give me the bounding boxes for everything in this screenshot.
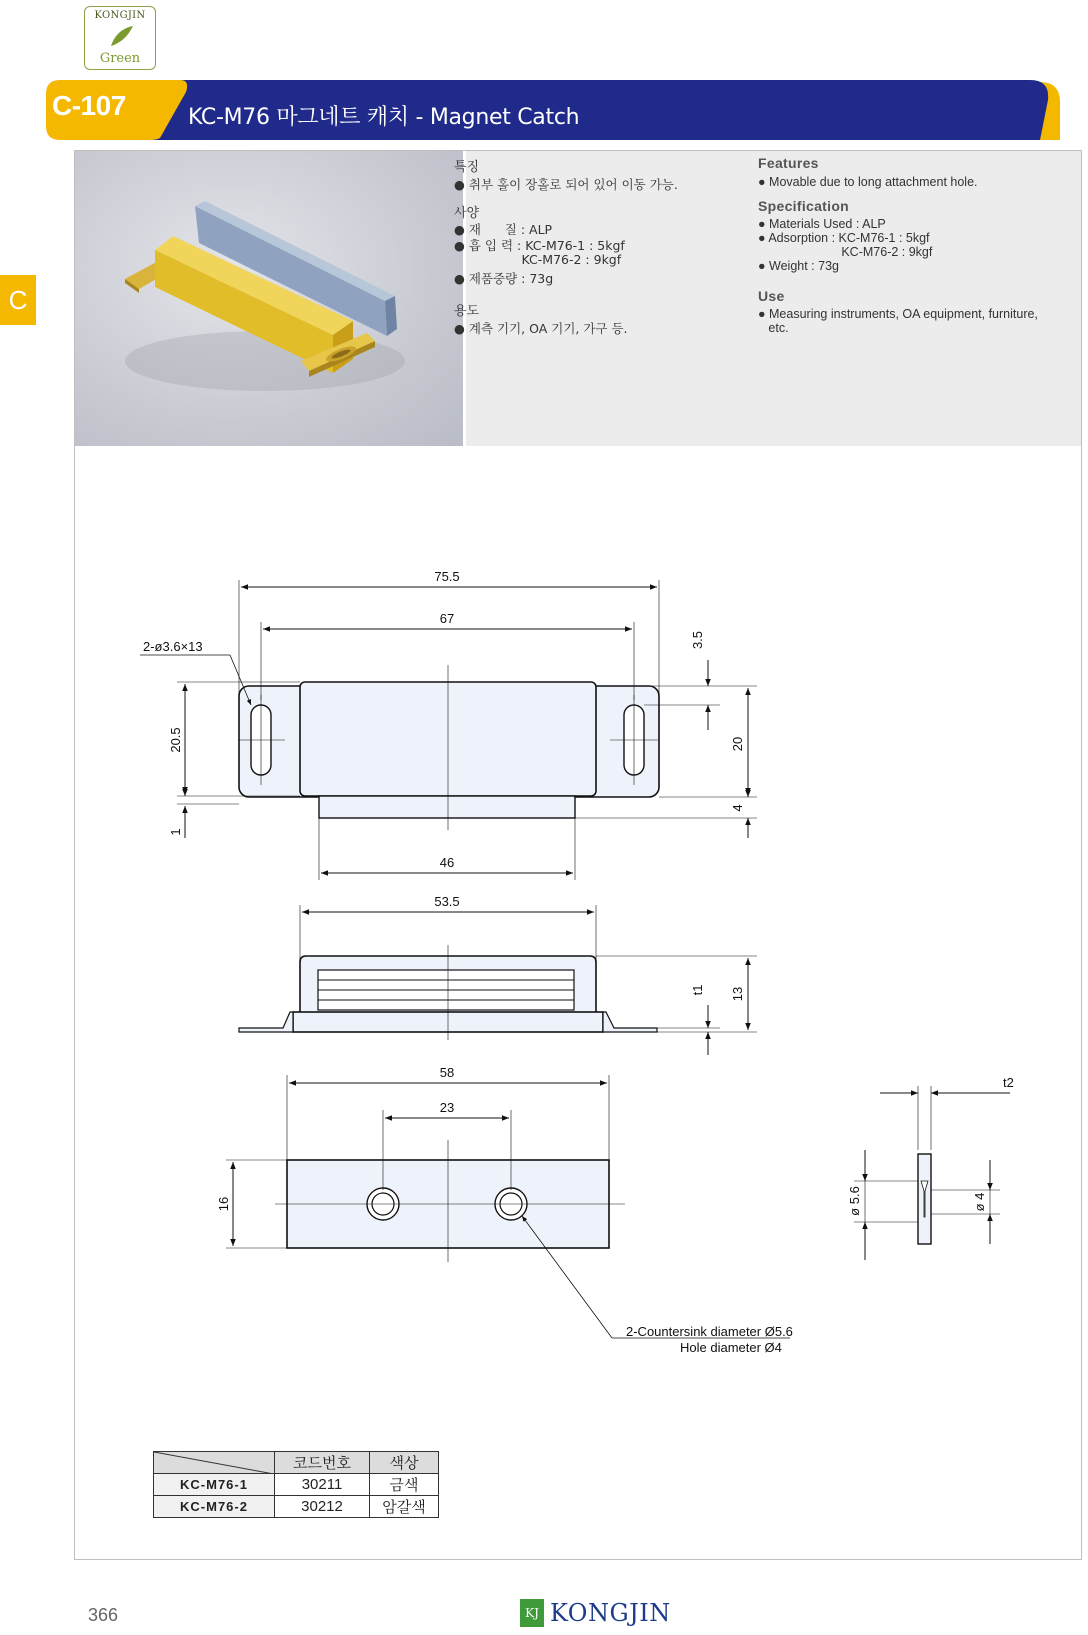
table-cell-model: KC-M76-1 bbox=[154, 1474, 275, 1496]
dim-58: 58 bbox=[439, 1065, 455, 1080]
table-header-row bbox=[154, 1452, 439, 1474]
spec-line-ko: ● 재 질 : ALP bbox=[454, 222, 553, 237]
footer-brand-name: KONGJIN bbox=[550, 1599, 671, 1627]
countersink-note-1: 2-Countersink diameter Ø5.6 bbox=[626, 1324, 793, 1339]
product-code-badge: C-107 bbox=[52, 90, 126, 121]
section-tab: C bbox=[0, 275, 36, 325]
table-row bbox=[154, 1496, 439, 1518]
logo-brand-text: KONGJIN bbox=[94, 10, 146, 21]
table-cell-color: 금색 bbox=[370, 1474, 439, 1496]
use-title-en: Use bbox=[758, 288, 785, 304]
features-title-ko: 특징 bbox=[454, 160, 480, 175]
table-row bbox=[154, 1474, 439, 1496]
dim-67: 67 bbox=[439, 611, 455, 626]
table-header-code: 코드번호 bbox=[275, 1452, 370, 1474]
dim-46: 46 bbox=[439, 855, 455, 870]
footer-logo bbox=[520, 1599, 671, 1627]
dim-3-5: 3.5 bbox=[690, 630, 705, 650]
spec-line-en: ● Materials Used : ALP bbox=[758, 217, 886, 231]
features-text-en: Movable due to long attachment hole. bbox=[769, 175, 978, 189]
spec-line-ko: ● 흡 입 력 : KC-M76-1 : 5kgf bbox=[454, 238, 625, 253]
table-cell-code: 30212 bbox=[275, 1496, 370, 1518]
table-header-color: 색상 bbox=[370, 1452, 439, 1474]
spec-title-en: Specification bbox=[758, 198, 850, 214]
dim-53-5: 53.5 bbox=[434, 894, 460, 909]
features-title-en: Features bbox=[758, 155, 819, 171]
dim-1: 1 bbox=[168, 828, 183, 836]
table-cell-code: 30211 bbox=[275, 1474, 370, 1496]
use-text-ko: 계측 기기, OA 기기, 가구 등. bbox=[468, 321, 628, 336]
table-corner-cell bbox=[154, 1452, 275, 1474]
spec-line-ko: KC-M76-2 : 9kgf bbox=[454, 252, 622, 267]
use-item-ko: ● 계측 기기, OA 기기, 가구 등. bbox=[454, 321, 628, 336]
dim-20-5: 20.5 bbox=[168, 727, 183, 753]
spec-title-ko: 사양 bbox=[454, 206, 480, 221]
logo-green-text: Green bbox=[99, 51, 141, 66]
dim-4: 4 bbox=[730, 804, 745, 812]
spec-line-en: KC-M76-2 : 9kgf bbox=[758, 245, 933, 259]
dim-20: 20 bbox=[730, 736, 745, 752]
features-item-en: ● Movable due to long attachment hole. bbox=[758, 175, 978, 189]
spec-line-ko: ● 제품중량 : 73g bbox=[454, 271, 554, 286]
dim-t1: t1 bbox=[690, 984, 705, 996]
use-line-en: etc. bbox=[758, 321, 789, 335]
table-cell-color: 암갈색 bbox=[370, 1496, 439, 1518]
use-title-ko: 용도 bbox=[454, 304, 480, 319]
dim-phi-4: ø 4 bbox=[972, 1192, 987, 1212]
diagonal-line bbox=[154, 1452, 274, 1474]
dim-75-5: 75.5 bbox=[434, 569, 460, 584]
code-table bbox=[153, 1451, 439, 1518]
hole-note: 2-ø3.6×13 bbox=[143, 639, 203, 654]
kj-logo-mark: KJ bbox=[520, 1599, 544, 1627]
dim-phi-5-6: ø 5.6 bbox=[847, 1186, 862, 1216]
top-view-magnet bbox=[319, 796, 575, 818]
features-text-ko: 취부 홀이 장홀로 되어 있어 이동 가능. bbox=[468, 177, 678, 192]
spec-line-en: ● Weight : 73g bbox=[758, 259, 839, 273]
table-cell-model: KC-M76-2 bbox=[154, 1496, 275, 1518]
countersink-note-2: Hole diameter Ø4 bbox=[680, 1340, 782, 1355]
page-number: 366 bbox=[88, 1605, 119, 1625]
features-item-ko: ● 취부 홀이 장홀로 되어 있어 이동 가능. bbox=[454, 177, 678, 192]
spec-line-en: ● Adsorption : KC-M76-1 : 5kgf bbox=[758, 231, 930, 245]
dim-13: 13 bbox=[730, 986, 745, 1002]
dim-23: 23 bbox=[439, 1100, 455, 1115]
use-line-en: ● Measuring instruments, OA equipment, furniture, bbox=[758, 307, 1038, 321]
page-title: KC-M76 마그네트 캐치 - Magnet Catch bbox=[188, 105, 580, 130]
dim-t2: t2 bbox=[1003, 1075, 1014, 1090]
dim-16: 16 bbox=[216, 1196, 231, 1212]
